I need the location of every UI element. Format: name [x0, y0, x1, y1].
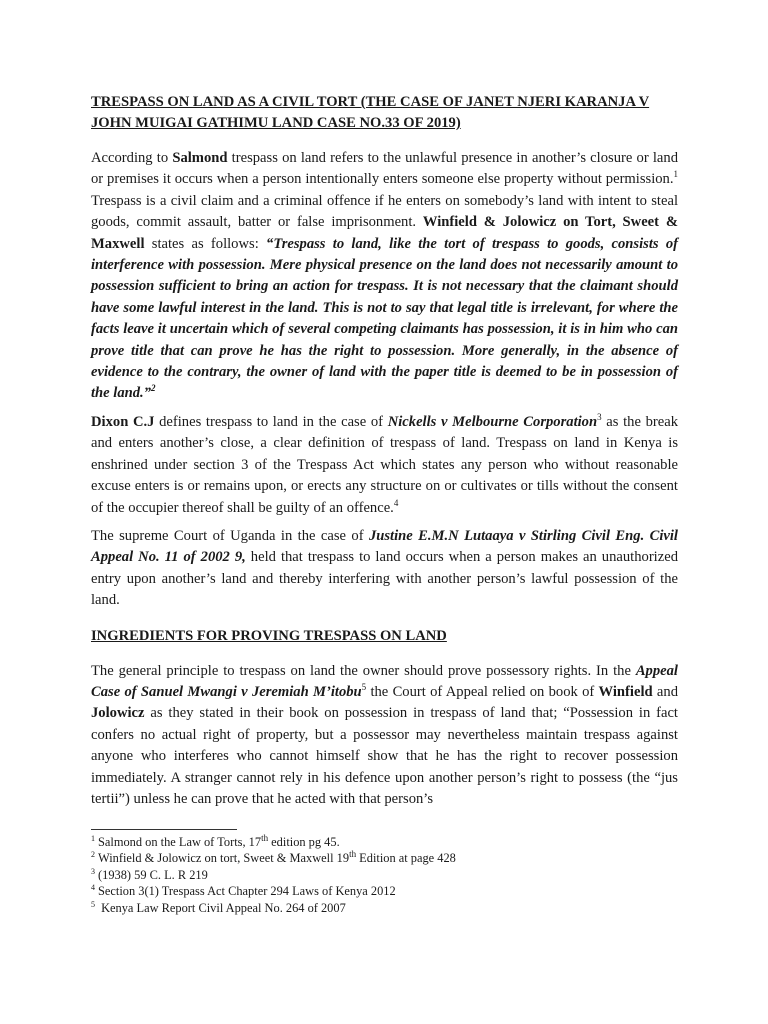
case-name: Nickells v Melbourne Corporation [387, 413, 598, 430]
footnote-2 [91, 850, 678, 866]
footnote-4 [91, 883, 678, 899]
paragraph-ingredients [91, 661, 678, 811]
case-name: Appeal Case of Sanuel Mwangi v Jeremiah M’itobu [91, 662, 678, 700]
text: According to [91, 150, 173, 166]
text: the Court of Appeal relied on book of [366, 683, 599, 700]
paragraph-salmond [91, 148, 678, 405]
footnote-text: Edition at page 428 [356, 851, 456, 866]
footnote-ref-4[interactable]: 4 [393, 497, 399, 508]
footnote-5 [91, 900, 678, 916]
footnote-text: (1938) 59 C. L. R 219 [98, 867, 208, 882]
paragraph-dixon [91, 412, 678, 519]
author-salmond: Salmond [172, 150, 228, 166]
text: defines trespass to land in the case of [154, 413, 388, 430]
footnote-3 [91, 867, 678, 883]
section-heading: INGREDIENTS FOR PROVING TRESPASS ON LAND [91, 627, 447, 644]
footnote-text: Kenya Law Report Civil Appeal No. 264 of 2007 [98, 900, 346, 915]
author-jolowicz: Jolowicz [91, 705, 145, 722]
text: The supreme Court of Uganda in the case of [91, 527, 369, 544]
author-winfield-jolowicz: Winfield & Jolowicz on Tort, Sweet & Maxwell [91, 214, 679, 252]
text: The general principle to trespass on land the owner should prove possessory rights. In the [91, 662, 636, 679]
text: states as follows: [144, 235, 267, 252]
footnote-number: 2 [91, 850, 95, 860]
footnote-text: Salmond on the Law of Torts, 17 [98, 835, 262, 849]
document-title: TRESPASS ON LAND AS A CIVIL TORT (THE CASE OF JANET NJERI KARANJA V JOHN MUIGAI GATHIMU LAND CASE NO.33 OF 2019) [91, 94, 650, 131]
footnote-number: 3 [91, 866, 95, 876]
footnote-ref-2[interactable]: 2 [151, 383, 156, 394]
text: Trespass is a civil claim and a criminal offence if he enters on somebody’s land with intent to steal goods, commit assault, batter or false imprisonment. [91, 192, 678, 231]
footnote-text: edition pg 45. [268, 835, 340, 849]
quotation: “Trespass to land, like the tort of trespass to goods, consists of interference with possession. Mere physical presence on the land does not necessarily amount to possession sufficient to bring an action for trespass. It is not necessary that the claimant should have some lawful interest in the land. This is not to say that legal title is irrelevant, for where the facts leave it uncertain which of several competing claimants has possession, it is in him who can prove title that can prove he has the right to possession. More generally, in the absence of evidence to the contrary, the owner of land with the paper title is deemed to be in possession of the land.” [91, 235, 678, 402]
footnote-number: 5 [91, 899, 95, 909]
footnote-1 [91, 834, 678, 850]
footnote-ref-5[interactable]: 5 [361, 682, 367, 693]
case-name: Justine E.M.N Lutaaya v Stirling Civil Eng. Civil Appeal No. 11 of 2002 9, [91, 527, 678, 566]
text: held that trespass to land occurs when a person makes an unauthorized entry upon another’s land and thereby interfering with another person’s lawful possession of the land. [91, 549, 678, 609]
text: as the break and enters another’s close, a clear definition of trespass of land. Trespass on land in Kenya is enshrined under section 3 of the Trespass Act which states any person who without reasonable excuse enters is or remains upon, or erects any structure on or cultivates or tills without the consent of the occupier thereof shall be guilty of an offence. [91, 413, 678, 516]
author-dixon: Dixon C.J [91, 413, 155, 430]
footnotes [91, 829, 678, 916]
text: as they stated in their book on possession in trespass of land that; “Possession in fact confers no actual right of property, but a possessor may nevertheless maintain trespass against anyone who interferes who cannot himself show that he has the right to recover possession immediately. A stranger cannot rely in his defence upon another person’s right to possess (the “jus tertii”) unless he can prove that he acted with that person’s [91, 705, 678, 807]
author-winfield: Winfield [598, 683, 653, 700]
footnote-sup: th [349, 849, 357, 860]
footnote-ref-3[interactable]: 3 [597, 412, 602, 423]
footnote-separator [91, 829, 237, 830]
footnote-number: 4 [91, 883, 95, 893]
text: and [652, 683, 678, 700]
footnote-text: Section 3(1) Trespass Act Chapter 294 Laws of Kenya 2012 [98, 884, 396, 899]
text: trespass on land refers to the unlawful presence in another’s closure or land or premises it occurs when a person intentionally enters someone else property without permission. [91, 150, 678, 188]
footnote-sup: th [261, 832, 269, 843]
footnote-text: Winfield & Jolowicz on tort, Sweet & Maxwell 19 [98, 851, 350, 866]
paragraph-uganda [91, 526, 678, 612]
footnote-ref-1[interactable]: 1 [673, 169, 678, 180]
footnote-number: 1 [91, 833, 95, 843]
